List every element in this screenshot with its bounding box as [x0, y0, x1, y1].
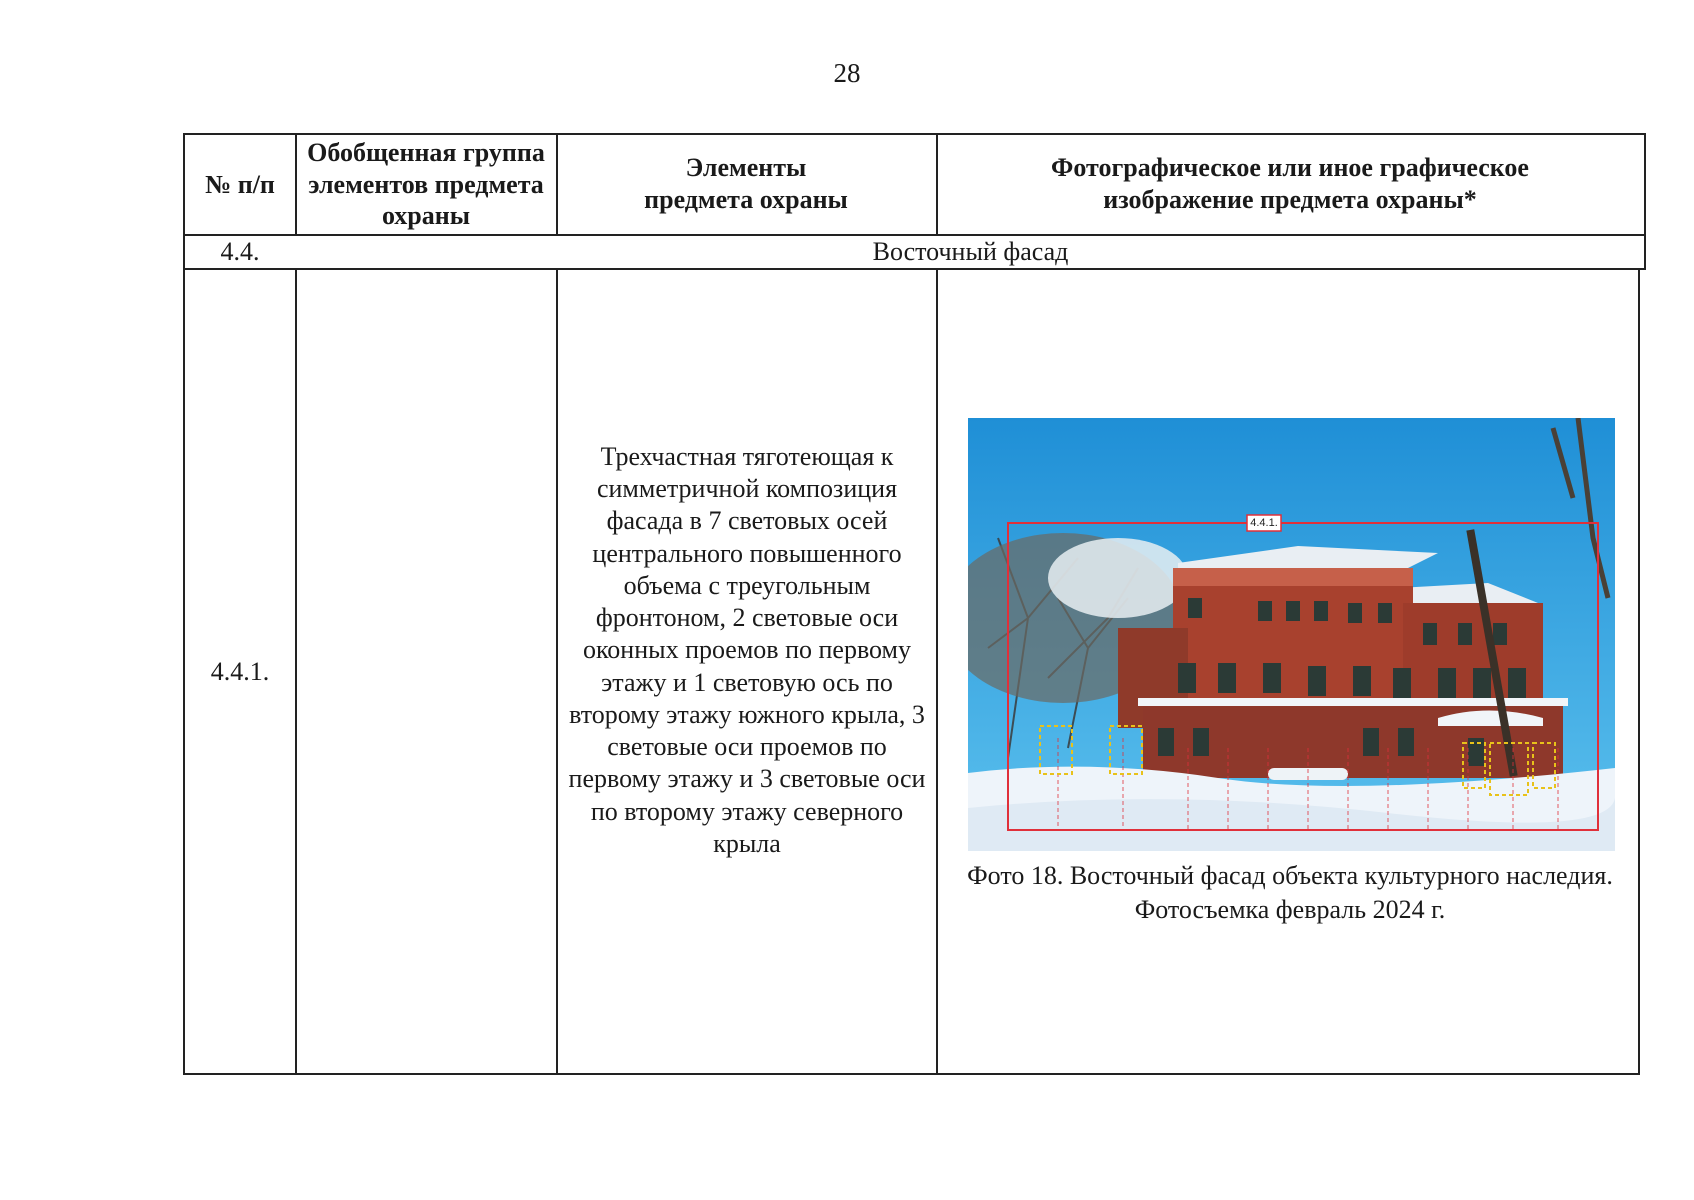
header-num: № п/п — [205, 170, 275, 199]
header-elements: Элементы предмета охраны — [644, 153, 848, 214]
table-border-right-lower — [1638, 268, 1640, 1075]
photo-tag: 4.4.1. — [1250, 517, 1278, 529]
row-elements: Трехчастная тяготеющая к симметричной композиция фасада в 7 световых осей центрального повышенного объема с треугольным фронтоном, 2 световые оси оконных проемов по первому этажу и 1 световую ось по второму этажу южного крыла, 3 световые оси проемов по первому этажу и 3 световые оси по второму этажу северного крыла — [568, 442, 926, 858]
table-border-left — [183, 133, 185, 1075]
col-divider-1 — [295, 133, 297, 235]
header-group: Обобщенная группа элементов предмета охраны — [307, 138, 545, 231]
photo-caption: Фото 18. Восточный фасад объекта культурного наследия. Фотосъемка февраль 2024 г. — [967, 861, 1613, 924]
section-divider — [183, 268, 1646, 270]
table-border-bottom — [183, 1073, 1640, 1075]
facade-photo — [968, 418, 1615, 851]
table-border-top — [183, 133, 1646, 135]
page-number: 28 — [833, 58, 861, 88]
col-divider-2-lower — [556, 268, 558, 1075]
header-photo: Фотографическое или иное графическое изображение предмета охраны* — [1051, 153, 1529, 214]
table-border-right — [1644, 133, 1646, 269]
col-divider-3 — [936, 133, 938, 235]
col-divider-3-lower — [936, 268, 938, 1075]
section-title: Восточный фасад — [872, 237, 1069, 266]
row-number: 4.4.1. — [210, 657, 270, 686]
col-divider-2 — [556, 133, 558, 235]
col-divider-1-lower — [295, 268, 297, 1075]
section-number: 4.4. — [220, 237, 260, 266]
